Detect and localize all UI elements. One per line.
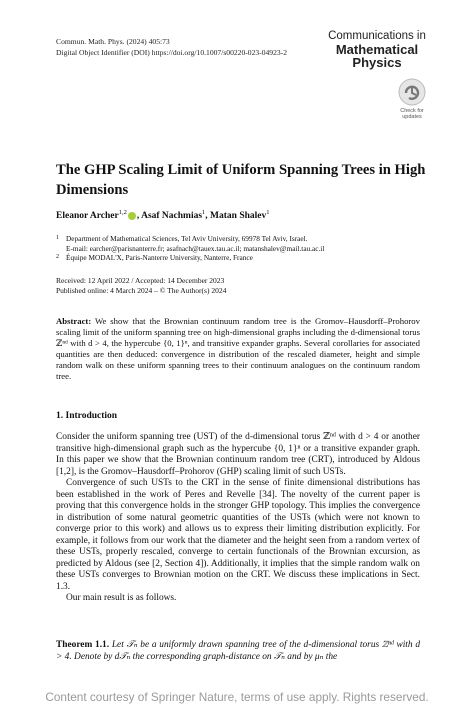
author-1: Eleanor Archer	[56, 211, 119, 222]
footer-notice: Content courtesy of Springer Nature, terms of use apply. Rights reserved.	[45, 690, 429, 704]
published-online: Published online: 4 March 2024 – © The Author(s) 2024	[56, 286, 227, 295]
affiliation-2: Équipe MODAL'X, Paris-Nanterre University, Nanterre, France	[66, 253, 253, 262]
abstract-text: We show that the Brownian continuum random tree is the Gromov–Hausdorff–Prohorov scaling limit of the uniform spanning tree on high-dimensional graphs including the d-dimensional torus ℤⁿᵈ with d > 4, the hypercube {0, 1}ⁿ, and transitive expander graphs. Several corollaries for associated quantities are then deduced: convergence in distribution of the rescaled diameter, height and simple random walk on these uniform spanning trees to their continuum analogues on the continuum random tree.	[56, 316, 420, 381]
doi-line[interactable]: Digital Object Identifier (DOI) https://doi.org/10.1007/s00220-023-04923-2	[56, 48, 288, 57]
journal-line-3: Physics	[352, 55, 402, 70]
check-updates-label-1: Check for	[400, 108, 424, 114]
affiliation-1-number: 1	[56, 235, 59, 241]
section-heading: 1. Introduction	[56, 411, 118, 421]
author-1-affil: 1,2	[118, 209, 127, 216]
theorem	[56, 640, 420, 663]
journal-line-1: Communications in	[328, 30, 426, 42]
author-list: Eleanor Archer$^{1,2}$ , Asaf Nachmias$^1$, Matan Shalev$^1$	[56, 209, 270, 222]
check-updates-icon	[398, 78, 426, 106]
journal-line-2: Mathematical	[335, 42, 419, 57]
paragraph-3: Our main result is as follows.	[66, 593, 177, 603]
citation: Commun. Math. Phys. (2024) 405:73	[56, 37, 170, 46]
affiliation-1: Department of Mathematical Sciences, Tel Aviv University, 69978 Tel Aviv, Israel.	[66, 234, 308, 243]
abstract-label: Abstract:	[56, 316, 92, 326]
running-header	[56, 36, 287, 58]
author-2: Asaf Nachmias	[141, 211, 203, 222]
orcid-icon[interactable]	[128, 212, 136, 220]
theorem-text: Let 𝒯ₙ be a uniformly drawn spanning tree of the d-dimensional torus ℤⁿᵈ with d > 4. Denote by d𝒯ₙ the corresponding graph-distance on 𝒯ₙ and by μₙ the	[56, 640, 421, 662]
abstract	[56, 316, 420, 382]
author-3: Matan Shalev	[210, 211, 267, 222]
check-for-updates-badge[interactable]	[394, 78, 430, 120]
body-text	[56, 432, 420, 605]
email-line[interactable]: E-mail: earcher@parisnanterre.fr; asafnach@tauex.tau.ac.il; matanshalev@mail.tau.ac.il	[66, 243, 325, 253]
affiliations	[56, 234, 436, 263]
check-updates-label-2: updates	[402, 114, 422, 120]
paragraph-1: Consider the uniform spanning tree (UST) of the d-dimensional torus ℤⁿᵈ with d > 4 or another transitive high-dimensional graph such as the hypercube {0, 1}ⁿ or a transitive expander graph. In this paper we show that the Brownian continuum random tree (CRT), introduced by Aldous [1,2], is the Gromov–Hausdorff–Prohorov (GHP) scaling limit of such USTs.	[56, 432, 420, 477]
received-accepted: Received: 12 April 2022 / Accepted: 14 December 2023	[56, 276, 225, 285]
journal-logo	[322, 30, 432, 69]
author-2-affil: 1	[202, 209, 206, 216]
paper-title: The GHP Scaling Limit of Uniform Spanning Trees in High Dimensions	[56, 162, 426, 198]
affiliation-2-number: 2	[56, 254, 59, 260]
author-3-affil: 1	[266, 209, 270, 216]
theorem-label: Theorem 1.1.	[56, 640, 110, 650]
dates-block	[56, 276, 226, 296]
paragraph-2: Convergence of such USTs to the CRT in the sense of finite dimensional distributions has been established in the work of Peres and Revelle [34]. The novelty of the current paper is proving that this convergence holds in the stronger GHP topology. This implies the convergence in distribution of some natural geometric quantities of the USTs (which were not known to converge prior to this work) and allows us to express their limiting distribution explicitly. For example, it follows from our work that the diameter and the height seen from a random vertex of these USTs, properly rescaled, converge to certain functionals of the Brownian excursion, as predicted by Aldous (see [2, Section 4]). Additionally, it implies that the simple random walk on these USTs converges to Brownian motion on the CRT. We discuss these implications in Sect. 1.3.	[56, 478, 420, 592]
